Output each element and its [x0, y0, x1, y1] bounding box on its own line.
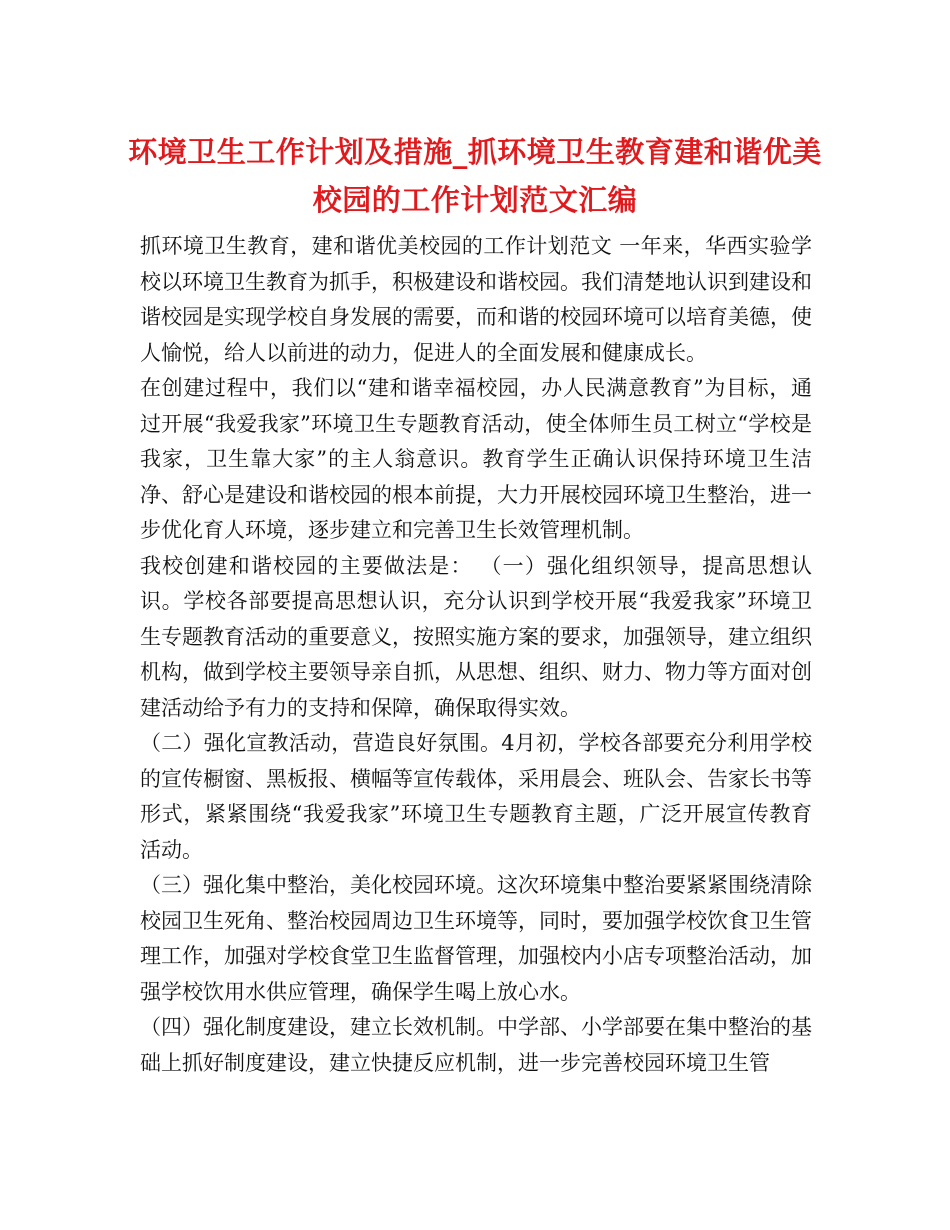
paragraph-system: （四）强化制度建设，建立长效机制。中学部、小学部要在集中整治的基础上抓好制度建设，建立快捷反应机制，进一步完善校园环境卫生管	[140, 1015, 812, 1075]
paragraph-rectification: （三）强化集中整治，美化校园环境。这次环境集中整治要紧紧围绕清除校园卫生死角、整治校园周边卫生环境等，同时，要加强学校饮食卫生管理工作，加强对学校食堂卫生监督管理，加强校内小店专项整治活动，加强学校饮用水供应管理，确保学生喝上放心水。	[140, 873, 812, 1004]
paragraph-organization: 我校创建和谐校园的主要做法是： （一）强化组织领导，提高思想认识。学校各部要提高思想认识，充分认识到学校开展“我爱我家”环境卫生专题教育活动的重要意义，按照实施方案的要求，加强领导，建立组织机构，做到学校主要领导亲自抓，从思想、组织、财力、物力等方面对创建活动给予有力的支持和保障，确保取得实效。	[140, 553, 812, 720]
document-title: 环境卫生工作计划及措施_抓环境卫生教育建和谐优美校园的工作计划范文汇编	[128, 135, 822, 217]
document-body	[140, 229, 812, 1081]
paragraph-intro: 抓环境卫生教育，建和谐优美校园的工作计划范文 一年来，华西实验学校以环境卫生教育为抓手，积极建设和谐校园。我们清楚地认识到建设和谐校园是实现学校自身发展的需要，而和谐的校园环境可以培育美德，使人愉悦，给人以前进的动力，促进人的全面发展和健康成长。	[140, 234, 812, 365]
paragraph-goal: 在创建过程中，我们以“建和谐幸福校园，办人民满意教育”为目标，通过开展“我爱我家”环境卫生专题教育活动，使全体师生员工树立“学校是我家，卫生靠大家”的主人翁意识。教育学生正确认识保持环境卫生洁净、舒心是建设和谐校园的根本前提，大力开展校园环境卫生整治，进一步优化育人环境，逐步建立和完善卫生长效管理机制。	[140, 376, 812, 542]
paragraph-publicity: （二）强化宣教活动，营造良好氛围。4月初，学校各部要充分利用学校的宣传橱窗、黑板报、横幅等宣传载体，采用晨会、班队会、告家长书等形式，紧紧围绕“我爱我家”环境卫生专题教育主题，广泛开展宣传教育活动。	[140, 731, 812, 862]
